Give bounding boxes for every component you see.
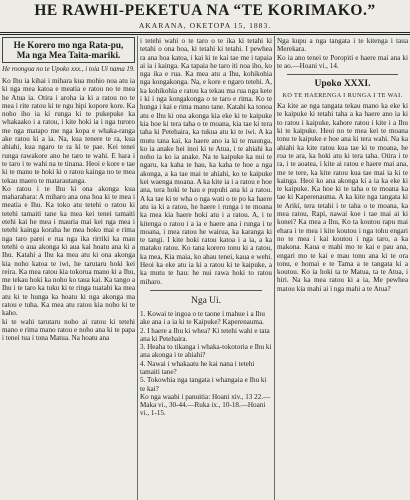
masthead-rule-top xyxy=(0,32,410,33)
column-2 xyxy=(140,37,272,500)
column-1 xyxy=(2,37,135,500)
masthead-rule-bottom xyxy=(0,34,410,35)
chapter-subtitle: KO TE HAERENGA I RUNGA I TE WAI. xyxy=(282,92,403,100)
dateline: AKARANA, OKETOPA 15, 1883. xyxy=(138,21,272,30)
scripture-lead: Nga kupu a nga tangata i te kitenga i taua Merekara. xyxy=(277,37,408,54)
chapter-divider xyxy=(287,74,398,75)
section-divider xyxy=(150,290,262,291)
article-body-tail: ki te wahi tarutaru noho ai ratou ki tetehi mano e rima mano ratou e noho ana ki te papa i tenei tua i tona Matua. Na hoatu ana xyxy=(2,317,135,343)
article-reference: He roongoa no te Upoko xxx., i toia Ui nama 19. xyxy=(2,66,135,73)
questions-list: 1. Kowai te ingoa o te taone i mahue i a Ihu ake ana i a ia ki te Kaipuke? Kaperenauma. 2. I haere a Ihu ki whea? Ki tetehi wahi e tata ana ki Petehaira. 3. Heaha to tikanga i whaka-tokotoria e Ihu ki ana akonga i te ahiahi? 4. Nawai i whakaatu he kai nana i tetehi tamaiti tane? 5. Tokowhia nga tangata i whangaia e Ihu ki te kai? Ko nga waahi i panuitia: Hoani xiv., 13 22.—Maka vi., 30-44.—Ruka ix., 10-18.—Hoani vi., 1-15. xyxy=(140,309,272,418)
masthead-title: HE RAWHI-PEKETUA NA “TE KORIMAKO.” xyxy=(34,2,376,19)
column-3 xyxy=(277,37,408,500)
column-divider-2 xyxy=(274,36,275,500)
article-body-continued: i tetehi wahi o te taro o te ika ki tetahi ki tetahi o ona hoa, ki tetahi ki tetahi. I pewhea ra ana hoa katoa, i kai ki te kai tae me i tapaia ai ia i kainga. Ka tapaia he taro iti noa iho, ko nga ika e rua. Ka mea atu a Ihu, kohikohia nga kongakonga. Na, e kore e ngaro tetehi. A, ka kohikohia e ratou ka tekau ma rua nga kete i ki i nga kongakonga o te taro e rima. Ko te hunga i kai e rima mano tane. Katahi ka tonoa atu e Ihu ki ona akonga kia eke ki te kaipuke kia hoe ki tera taha o te moana, kia tae ki tera taha ki Petehaira, ka tukua atu ki te iwi. A ka mutu tana kai, ka haere ano ia ki te maunga, ko ia anake hei inoi ki te Atua, i te ahiahi ka noho ia ko ia anake. Na te kaipuke ka nui te ngaru, ka kaha te hau, ka kaha te hoe a nga akonga, a ka tae mai te ahiahi, ko te kaipuke kei waenga moana. A ka kite ia i a ratou e hoe ana, tera hoki te hau e pupuhi ana ki a ratou. A ka tae ki te wha o nga wati o te po ka haere atu ia ki a ratou, he haere i runga i te moana ka mea kia haere hoki atu i a ratou. A, i te kitenga o ratou i a ia e haere ana i runga i te moana, i mea ratou he wairua, ka karanga ki te tangi. I kite hoki ratou katoa i a ia, a ka mataku ratou. Ko tana korero tonu ki a ratou, ka mea, Kia maia, ko ahau tenei, kaua e wehi. Heoi ka eke atu ia ki a ratou ki te kaipuke, a ka mutu te hau: he nui rawa hoki to ratou miharo. xyxy=(140,37,272,286)
article-body: Ko Ihu ia kihai i mihara kua mohio noa atu ia ki nga mea katoa e meatia e ratou no te mea he Atua ia. Otira i aroha ia ki a ratou no te mea i rite ratou ki te ngu hipi kopore kore. Ka noho iho ia ki runga ki te pukepuke ka whakaako i a ratou, i kite hoki ia i nga turoro me nga matapo me nga kopa e whaka-ranga ake ratou ki a ia. Na, kua tenere te ra, kua ahiahi, kua ngaro te ra ki te pae. Kei tenei runga rawakore ano he taro te wahi. E hara i te taro i te wahi na te tinana. Heoi e kore e tae ki te mano te hoki ki o ratou kainga no te mea tekau maero te matarautanga. Ko ratou i te Ihu ki ona akonga kua maharahara: A miharo ana ona hoa ki te mea i meatia e Ihu. Ka toko atu tetehi o ratou ki tetehi tamaiti tane ka mea kei tenei tamaiti etehi kai he mea i mauria mai kei nga mea i tetehi kainga koraha he mea hoko mai e rima nga taro parei e rua nga ika rirriki ka mau tetehi o aua akonga ki aua kai hoatu ana ki a Ihu. Katahi a Ihu ka mea atu ki ona akonga kia noho katoa te iwi, he tarutaru hoki kei reira. Ka mea ratou kia tokorua mano ki a Ihu, me tekau hoki ka noho ko taua kai. Ka tango a Ihu i te taro ka tuku ki te ringa tuatahi ka mea atu ki te hunga ka hoatu ki nga akonga ma ratou e tuha. Ka mea atu ratou kia noho ki te kaho. xyxy=(2,77,135,318)
chapter-body: Ka kite ae nga tangata tekau mano ka eke ki te kaipuke ki tetahi taha a ka haere ano ia ki to ratou i kaipuke, kahore ratou i kite i a Ihu ki te kaipuke. Heoi no te mea kei te moana tonu te kaipuke e hoe ana ki tera wahi. Na ka ahiahi ka kite ratou kua tae ki te moana, he roa te ara, ka hoki atu ki tera taha. Otira i te ra, i te aoatea, i kite ai ratou e haere mai ana, me te tere, ka kite ratou kua tae mai ia ki te kainga. Heoi ko ana akonga ki a ia ka eke ki te kaipuke. Ka hoe ki te taha o te moana ka tae ki Kaperenauma. A ka kite nga tangata ki te Ariki, tera tetahi i te taha o te moana, ka mea ratou, Rapi, nawai koe i tae mai ai ki konei? Ka mea a Ihu, Ko ta koutou rapu mai ehara i te mea i kite koutou i nga tohu engari no te mea i kai koutou i nga taro, a ka makona. Kaua e mahi mo te kai e pau ana, engari mo te kai e mau tonu ana ki te ora tonu, e homai e te Tama a te tangata ki a koutou. Ko ia hoki ta te Matua, ta te Atua, i hiri. Na ka mea ratou ki a ia, Me pewhea matou kia mahi ai i nga mahi a te Atua? xyxy=(277,102,408,293)
column-divider-1 xyxy=(137,36,138,500)
questions-title: Nga Ui. xyxy=(190,295,222,306)
chapter-title: Upoko XXXI. xyxy=(314,79,371,90)
scripture-quote: Ko ia ano tenei te Poropiti e haere mai ana ki te ao.—Hoani vi., 14. xyxy=(277,53,408,70)
article-headline: He Korero mo nga Rata-pu, Ma nga Mea Taita-mariki. xyxy=(2,37,135,63)
